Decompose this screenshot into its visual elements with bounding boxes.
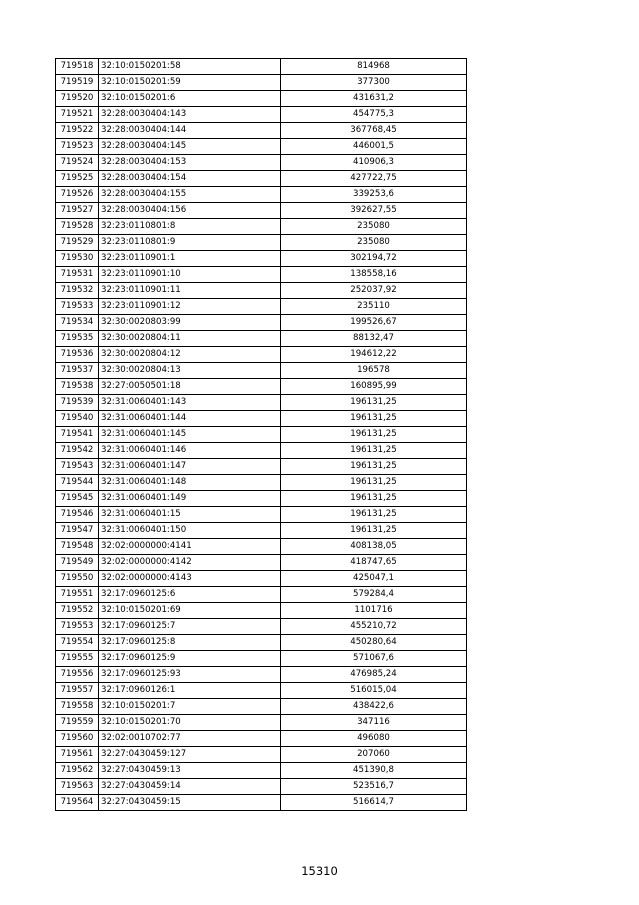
row-id-cell: 719543 <box>56 459 99 475</box>
row-id-cell: 719538 <box>56 379 99 395</box>
row-id-cell: 719540 <box>56 411 99 427</box>
row-id-cell: 719522 <box>56 123 99 139</box>
row-id-cell: 719524 <box>56 155 99 171</box>
cadastral-number-cell: 32:27:0050501:18 <box>99 379 281 395</box>
row-id-cell: 719564 <box>56 795 99 811</box>
cadastral-number-cell: 32:02:0010702:77 <box>99 731 281 747</box>
value-cell: 339253,6 <box>281 187 467 203</box>
table-row <box>56 427 467 443</box>
cadastral-number-cell: 32:31:0060401:145 <box>99 427 281 443</box>
cadastral-number-cell: 32:28:0030404:144 <box>99 123 281 139</box>
table-row <box>56 219 467 235</box>
value-cell: 196131,25 <box>281 395 467 411</box>
table-row <box>56 363 467 379</box>
value-cell: 438422,6 <box>281 699 467 715</box>
value-cell: 392627,55 <box>281 203 467 219</box>
row-id-cell: 719546 <box>56 507 99 523</box>
value-cell: 408138,05 <box>281 539 467 555</box>
table-row <box>56 667 467 683</box>
table-row <box>56 539 467 555</box>
row-id-cell: 719539 <box>56 395 99 411</box>
row-id-cell: 719523 <box>56 139 99 155</box>
row-id-cell: 719550 <box>56 571 99 587</box>
row-id-cell: 719549 <box>56 555 99 571</box>
table-row <box>56 379 467 395</box>
value-cell: 235080 <box>281 219 467 235</box>
table-row <box>56 251 467 267</box>
row-id-cell: 719536 <box>56 347 99 363</box>
cadastral-number-cell: 32:28:0030404:145 <box>99 139 281 155</box>
table-row <box>56 171 467 187</box>
value-cell: 138558,16 <box>281 267 467 283</box>
row-id-cell: 719547 <box>56 523 99 539</box>
row-id-cell: 719561 <box>56 747 99 763</box>
row-id-cell: 719528 <box>56 219 99 235</box>
cadastral-number-cell: 32:10:0150201:59 <box>99 75 281 91</box>
cadastral-number-cell: 32:02:0000000:4141 <box>99 539 281 555</box>
cadastral-number-cell: 32:31:0060401:146 <box>99 443 281 459</box>
row-id-cell: 719531 <box>56 267 99 283</box>
table-row <box>56 235 467 251</box>
table-row <box>56 459 467 475</box>
cadastral-number-cell: 32:27:0430459:15 <box>99 795 281 811</box>
cadastral-number-cell: 32:30:0020804:12 <box>99 347 281 363</box>
table-row <box>56 123 467 139</box>
value-cell: 516015,04 <box>281 683 467 699</box>
value-cell: 496080 <box>281 731 467 747</box>
value-cell: 196131,25 <box>281 459 467 475</box>
cadastral-number-cell: 32:02:0000000:4142 <box>99 555 281 571</box>
table-row <box>56 523 467 539</box>
cadastral-number-cell: 32:28:0030404:156 <box>99 203 281 219</box>
row-id-cell: 719526 <box>56 187 99 203</box>
row-id-cell: 719555 <box>56 651 99 667</box>
value-cell: 196131,25 <box>281 475 467 491</box>
table-row <box>56 187 467 203</box>
cadastral-number-cell: 32:30:0020803:99 <box>99 315 281 331</box>
row-id-cell: 719537 <box>56 363 99 379</box>
cadastral-number-cell: 32:10:0150201:7 <box>99 699 281 715</box>
cadastral-value-table <box>55 58 467 811</box>
table-row <box>56 331 467 347</box>
table-row <box>56 91 467 107</box>
cadastral-number-cell: 32:28:0030404:143 <box>99 107 281 123</box>
value-cell: 207060 <box>281 747 467 763</box>
value-cell: 302194,72 <box>281 251 467 267</box>
value-cell: 476985,24 <box>281 667 467 683</box>
cadastral-number-cell: 32:17:0960125:6 <box>99 587 281 603</box>
cadastral-number-cell: 32:23:0110901:11 <box>99 283 281 299</box>
value-cell: 454775,3 <box>281 107 467 123</box>
value-cell: 571067,6 <box>281 651 467 667</box>
row-id-cell: 719556 <box>56 667 99 683</box>
value-cell: 194612,22 <box>281 347 467 363</box>
cadastral-number-cell: 32:31:0060401:148 <box>99 475 281 491</box>
table-row <box>56 635 467 651</box>
table-row <box>56 619 467 635</box>
table-row <box>56 475 467 491</box>
table-row <box>56 107 467 123</box>
cadastral-number-cell: 32:10:0150201:6 <box>99 91 281 107</box>
cadastral-number-cell: 32:23:0110901:12 <box>99 299 281 315</box>
cadastral-number-cell: 32:23:0110901:1 <box>99 251 281 267</box>
cadastral-number-cell: 32:28:0030404:155 <box>99 187 281 203</box>
row-id-cell: 719554 <box>56 635 99 651</box>
value-cell: 425047,1 <box>281 571 467 587</box>
cadastral-number-cell: 32:10:0150201:69 <box>99 603 281 619</box>
cadastral-number-cell: 32:27:0430459:127 <box>99 747 281 763</box>
table-row <box>56 75 467 91</box>
table-row <box>56 795 467 811</box>
value-cell: 814968 <box>281 59 467 75</box>
table-row <box>56 571 467 587</box>
table-row <box>56 411 467 427</box>
cadastral-number-cell: 32:30:0020804:13 <box>99 363 281 379</box>
cadastral-number-cell: 32:27:0430459:13 <box>99 763 281 779</box>
table-row <box>56 683 467 699</box>
cadastral-number-cell: 32:31:0060401:144 <box>99 411 281 427</box>
row-id-cell: 719525 <box>56 171 99 187</box>
cadastral-number-cell: 32:17:0960126:1 <box>99 683 281 699</box>
table-row <box>56 347 467 363</box>
cadastral-number-cell: 32:17:0960125:93 <box>99 667 281 683</box>
row-id-cell: 719527 <box>56 203 99 219</box>
page-number: 15310 <box>301 864 338 878</box>
table-row <box>56 139 467 155</box>
cadastral-number-cell: 32:31:0060401:147 <box>99 459 281 475</box>
row-id-cell: 719545 <box>56 491 99 507</box>
value-cell: 579284,4 <box>281 587 467 603</box>
table-row <box>56 267 467 283</box>
row-id-cell: 719560 <box>56 731 99 747</box>
value-cell: 196131,25 <box>281 443 467 459</box>
value-cell: 455210,72 <box>281 619 467 635</box>
cadastral-number-cell: 32:23:0110801:8 <box>99 219 281 235</box>
row-id-cell: 719533 <box>56 299 99 315</box>
cadastral-number-cell: 32:17:0960125:8 <box>99 635 281 651</box>
row-id-cell: 719520 <box>56 91 99 107</box>
value-cell: 199526,67 <box>281 315 467 331</box>
row-id-cell: 719544 <box>56 475 99 491</box>
table-row <box>56 587 467 603</box>
table-row <box>56 443 467 459</box>
row-id-cell: 719558 <box>56 699 99 715</box>
table-row <box>56 203 467 219</box>
row-id-cell: 719542 <box>56 443 99 459</box>
cadastral-number-cell: 32:31:0060401:143 <box>99 395 281 411</box>
value-cell: 235080 <box>281 235 467 251</box>
value-cell: 235110 <box>281 299 467 315</box>
value-cell: 427722,75 <box>281 171 467 187</box>
row-id-cell: 719553 <box>56 619 99 635</box>
value-cell: 1101716 <box>281 603 467 619</box>
value-cell: 450280,64 <box>281 635 467 651</box>
row-id-cell: 719557 <box>56 683 99 699</box>
table-row <box>56 731 467 747</box>
table-body <box>56 59 467 811</box>
value-cell: 196131,25 <box>281 411 467 427</box>
value-cell: 196131,25 <box>281 523 467 539</box>
table-row <box>56 699 467 715</box>
table-row <box>56 59 467 75</box>
row-id-cell: 719548 <box>56 539 99 555</box>
row-id-cell: 719551 <box>56 587 99 603</box>
row-id-cell: 719563 <box>56 779 99 795</box>
cadastral-number-cell: 32:31:0060401:150 <box>99 523 281 539</box>
value-cell: 523516,7 <box>281 779 467 795</box>
value-cell: 431631,2 <box>281 91 467 107</box>
cadastral-number-cell: 32:02:0000000:4143 <box>99 571 281 587</box>
value-cell: 377300 <box>281 75 467 91</box>
cadastral-number-cell: 32:23:0110901:10 <box>99 267 281 283</box>
table-row <box>56 603 467 619</box>
cadastral-number-cell: 32:23:0110801:9 <box>99 235 281 251</box>
row-id-cell: 719552 <box>56 603 99 619</box>
value-cell: 196578 <box>281 363 467 379</box>
cadastral-number-cell: 32:31:0060401:149 <box>99 491 281 507</box>
cadastral-number-cell: 32:28:0030404:153 <box>99 155 281 171</box>
table-row <box>56 779 467 795</box>
row-id-cell: 719529 <box>56 235 99 251</box>
table-row <box>56 507 467 523</box>
table-row <box>56 491 467 507</box>
table-row <box>56 315 467 331</box>
row-id-cell: 719532 <box>56 283 99 299</box>
cadastral-number-cell: 32:17:0960125:9 <box>99 651 281 667</box>
value-cell: 451390,8 <box>281 763 467 779</box>
table-row <box>56 763 467 779</box>
value-cell: 516614,7 <box>281 795 467 811</box>
cadastral-number-cell: 32:17:0960125:7 <box>99 619 281 635</box>
value-cell: 196131,25 <box>281 507 467 523</box>
value-cell: 347116 <box>281 715 467 731</box>
value-cell: 418747,65 <box>281 555 467 571</box>
value-cell: 196131,25 <box>281 427 467 443</box>
row-id-cell: 719521 <box>56 107 99 123</box>
value-cell: 252037,92 <box>281 283 467 299</box>
row-id-cell: 719535 <box>56 331 99 347</box>
cadastral-number-cell: 32:10:0150201:58 <box>99 59 281 75</box>
cadastral-number-cell: 32:31:0060401:15 <box>99 507 281 523</box>
table-row <box>56 651 467 667</box>
table-row <box>56 555 467 571</box>
table-row <box>56 747 467 763</box>
value-cell: 196131,25 <box>281 491 467 507</box>
cadastral-number-cell: 32:27:0430459:14 <box>99 779 281 795</box>
table-row <box>56 155 467 171</box>
row-id-cell: 719541 <box>56 427 99 443</box>
cadastral-number-cell: 32:30:0020804:11 <box>99 331 281 347</box>
table-row <box>56 395 467 411</box>
table-row <box>56 715 467 731</box>
cadastral-number-cell: 32:10:0150201:70 <box>99 715 281 731</box>
row-id-cell: 719530 <box>56 251 99 267</box>
row-id-cell: 719562 <box>56 763 99 779</box>
value-cell: 446001,5 <box>281 139 467 155</box>
row-id-cell: 719559 <box>56 715 99 731</box>
value-cell: 88132,47 <box>281 331 467 347</box>
value-cell: 410906,3 <box>281 155 467 171</box>
table-row <box>56 299 467 315</box>
cadastral-number-cell: 32:28:0030404:154 <box>99 171 281 187</box>
table-row <box>56 283 467 299</box>
value-cell: 367768,45 <box>281 123 467 139</box>
value-cell: 160895,99 <box>281 379 467 395</box>
row-id-cell: 719534 <box>56 315 99 331</box>
row-id-cell: 719518 <box>56 59 99 75</box>
row-id-cell: 719519 <box>56 75 99 91</box>
